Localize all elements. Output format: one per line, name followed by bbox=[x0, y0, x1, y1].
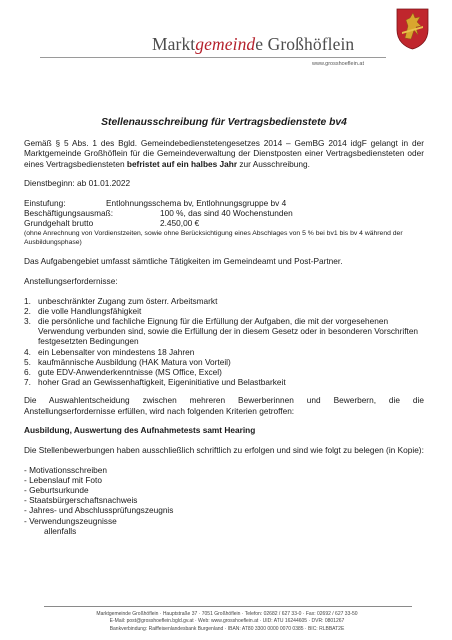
employment-label: Beschäftigungsausmaß: bbox=[24, 208, 114, 219]
salary-label: Grundgehalt brutto bbox=[24, 218, 94, 229]
list-item: - Staatsbürgerschaftsnachweis bbox=[24, 495, 138, 506]
service-start: Dienstbeginn: ab 01.01.2022 bbox=[24, 178, 131, 189]
logo-suffix: e Großhöflein bbox=[255, 34, 355, 54]
selection-criteria-heading: Ausbildung, Auswertung des Aufnahmetests samt Hearing bbox=[24, 425, 256, 436]
footer-bank: Bankverbindung: Raiffeisenlandesbank Burgenland · IBAN: AT80 3300 0000 0070 0385 · BIC: RLBBAT2E bbox=[109, 625, 345, 632]
classification-value: Entlohnungsschema bv, Entlohnungsgruppe bv 4 bbox=[106, 198, 287, 209]
logo-accent: gemeind bbox=[195, 34, 256, 54]
list-item: 3. die persönliche und fachliche Eignung für die Erfüllung der Aufgaben, die mit der vorgesehenen Verwendung verbunden sind, sowie die Erfüllung der in diesem Gesetz oder in besonderen Vorschriften festgesetzten Bedingungen bbox=[24, 315, 419, 347]
document-body bbox=[24, 118, 424, 536]
list-item: 6. gute EDV-Anwenderkenntnisse (MS Office, Excel) bbox=[24, 366, 222, 377]
required-documents-list bbox=[24, 465, 424, 536]
intro-paragraph bbox=[24, 138, 424, 169]
list-item: - Verwendungszeugnisse bbox=[24, 515, 117, 526]
salary-value: 2.450,00 € bbox=[160, 218, 200, 229]
salary-row bbox=[24, 218, 424, 228]
municipality-logo bbox=[152, 34, 354, 55]
employment-value: 100 %, das sind 40 Wochenstunden bbox=[160, 208, 293, 219]
list-item: 2. die volle Handlungsfähigkeit bbox=[24, 305, 142, 316]
application-paragraph: Die Stellenbewerbungen haben ausschließlich schriftlich zu erfolgen und sind wie folgt zu belegen (in Kopie): bbox=[24, 444, 424, 455]
classification-row bbox=[24, 198, 424, 208]
document-title: Stellenausschreibung für Vertragsbedienstete bv4 bbox=[101, 117, 347, 128]
selection-paragraph: Die Auswahlentscheidung zwischen mehreren Bewerberinnen und Bewerbern, die die Anstellungserfordernisse erfüllen, wird nach folgenden Kriterien getroffen: bbox=[24, 395, 424, 416]
employment-row bbox=[24, 208, 424, 218]
list-item: 1. unbeschränkter Zugang zum österr. Arbeitsmarkt bbox=[24, 295, 218, 306]
list-item-continued: allenfalls bbox=[44, 525, 77, 536]
intro-end-text: zur Ausschreibung. bbox=[237, 158, 310, 169]
list-item: 4. ein Lebensalter von mindestens 18 Jahren bbox=[24, 346, 195, 357]
employment-details bbox=[24, 198, 424, 247]
intro-text: Gemäß § 5 Abs. 1 des Bgld. Gemeindebedienstetengesetzes 2014 – GemBG 2014 idgF gelangt in der Marktgemeinde Großhöflein für die Gemeindeverwaltung der Dienstposten einer Vertragsbediensteten oder eines Vertragsbediensteten bbox=[24, 138, 424, 169]
header-divider bbox=[40, 57, 386, 58]
list-item: - Motivationsschreiben bbox=[24, 464, 108, 475]
letterhead bbox=[0, 0, 452, 80]
requirements-list bbox=[24, 296, 424, 388]
list-item: 7. hoher Grad an Gewissenhaftigkeit, Eigeninitiative und Belastbarkeit bbox=[24, 377, 286, 388]
list-item: - Geburtsurkunde bbox=[24, 485, 89, 496]
letter-footer bbox=[40, 611, 414, 633]
salary-note: (ohne Anrechnung von Vordienstzeiten, sowie ohne Berücksichtigung eines Abschlages von 5 % bei bv1 bis bv 4 während der Ausbildungsphase) bbox=[24, 229, 403, 246]
footer-divider bbox=[44, 606, 412, 607]
list-item: - Lebenslauf mit Foto bbox=[24, 474, 102, 485]
requirements-heading: Anstellungserfordernisse: bbox=[24, 275, 118, 286]
logo-prefix: Markt bbox=[152, 34, 196, 54]
list-item: - Jahres- und Abschlussprüfungszeugnis bbox=[24, 505, 174, 516]
task-area: Das Aufgabengebiet umfasst sämtliche Tätigkeiten im Gemeindeamt und Post-Partner. bbox=[24, 256, 343, 267]
footer-address: Marktgemeinde Großhöflein · Hauptstraße 37 · 7051 Großhöflein · Telefon: 02682 / 627 33-0 · Fax: 02692 / 627 33-50 bbox=[96, 611, 358, 617]
coat-of-arms-icon bbox=[396, 8, 429, 50]
intro-bold-text: befristet auf ein halbes Jahr bbox=[126, 158, 238, 169]
header-website: www.grosshoeflein.at bbox=[312, 61, 364, 67]
list-item: 5. kaufmännische Ausbildung (HAK Matura von Vorteil) bbox=[24, 356, 231, 367]
classification-label: Einstufung: bbox=[24, 198, 66, 209]
footer-contact: E-Mail: post@grosshoeflein.bgld.gv.at · Web: www.grosshoeflein.at · UID: ATU 16244605 · DVR: 0801267 bbox=[109, 618, 345, 625]
